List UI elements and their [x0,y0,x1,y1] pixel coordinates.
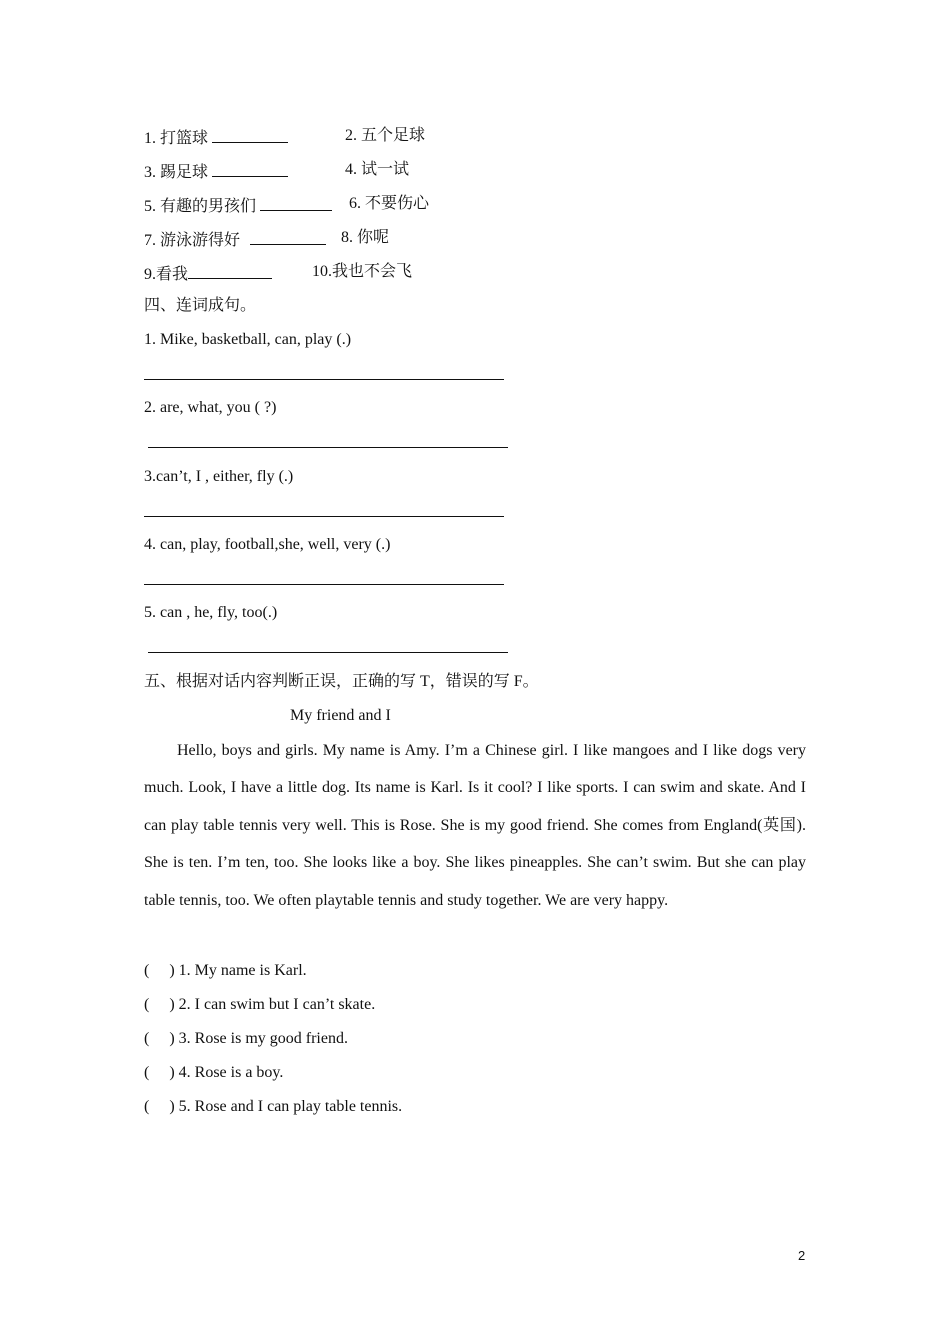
vocab-item-2: 2. 五个足球 [345,127,426,144]
answer-line[interactable] [148,447,508,448]
reading-passage: Hello, boys and girls. My name is Amy. I’m a Chinese girl. I like mangoes and I like dogs very much. Look, I have a little dog. Its name is Karl. Is it cool? I like sports. I can swim and skate. And I can play table tennis very well. This is Rose. She is my good friend. She comes from England(英国). She is ten. I’m ten, too. She looks like a boy. She likes pineapples. She can’t swim. But she can play table tennis, too. We often playtable tennis and study together. We are very happy. [144,742,806,909]
answer-blank[interactable] [250,228,326,245]
judge-item-1: ( ) 1. My name is Karl. [144,962,307,979]
vocab-item-3: 3. 踢足球 [144,160,288,183]
vocab-item-1: 1. 打篮球 [144,126,288,149]
vocab-item-5: 5. 有趣的男孩们 [144,194,332,217]
reorder-item-3: 3.can’t, I , either, fly (.) [144,468,294,485]
judge-item-4: ( ) 4. Rose is a boy. [144,1064,284,1081]
vocab-item-4: 4. 试一试 [345,161,410,178]
page-number: 2 [798,1248,806,1263]
passage-title: My friend and I [290,707,391,724]
reorder-item-2: 2. are, what, you ( ?) [144,399,277,416]
answer-line[interactable] [144,584,504,585]
judge-item-3: ( ) 3. Rose is my good friend. [144,1030,348,1047]
answer-blank[interactable] [212,160,288,177]
vocab-item-9: 9.看我 [144,262,272,285]
answer-blank[interactable] [212,126,288,143]
vocab-item-10: 10.我也不会飞 [312,263,413,280]
vocab-item-6: 6. 不要伤心 [349,195,430,212]
answer-blank[interactable] [188,262,272,279]
answer-line[interactable] [144,516,504,517]
answer-blank[interactable] [260,194,332,211]
reorder-item-1: 1. Mike, basketball, can, play (.) [144,331,352,348]
vocab-item-7: 7. 游泳游得好 [144,228,326,251]
judge-item-5: ( ) 5. Rose and I can play table tennis. [144,1098,403,1115]
section5-title: 五、根据对话内容判断正误，正确的写 T，错误的写 F。 [144,673,539,690]
vocab-item-8: 8. 你呢 [341,229,390,246]
reorder-item-4: 4. can, play, football,she, well, very (.) [144,536,391,553]
reorder-item-5: 5. can , he, fly, too(.) [144,604,278,621]
answer-line[interactable] [148,652,508,653]
judge-item-2: ( ) 2. I can swim but I can’t skate. [144,996,376,1013]
answer-line[interactable] [144,379,504,380]
section4-title: 四、连词成句。 [144,297,257,314]
